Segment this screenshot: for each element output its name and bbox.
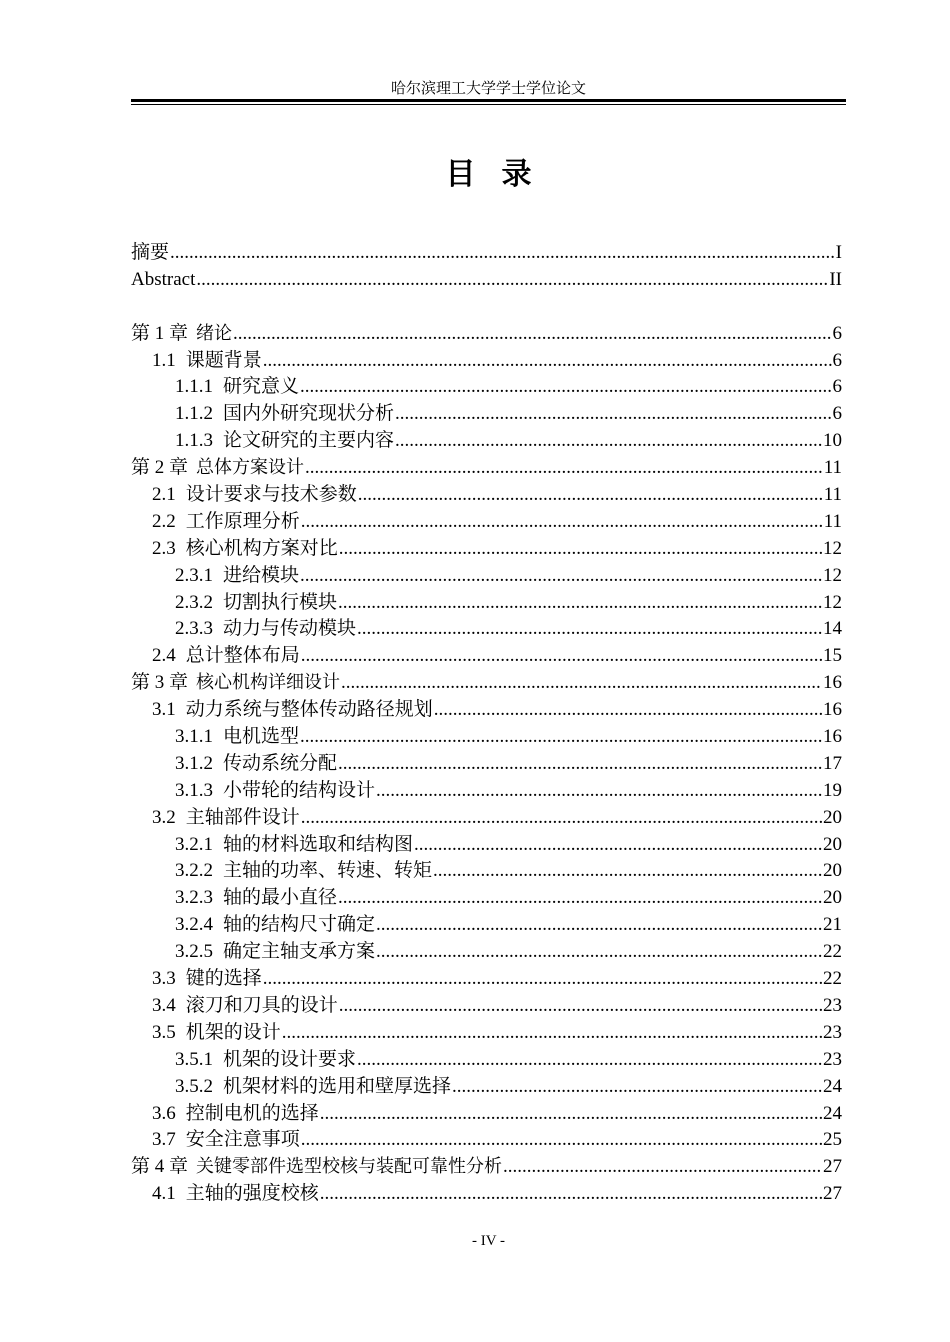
dot-leader: [338, 590, 822, 617]
toc-entry-label: 国内外研究现状分析: [223, 403, 395, 425]
toc-entry-page: 19: [823, 779, 842, 801]
toc-entry-label: 控制电机的选择: [185, 1102, 319, 1124]
toc-entry-page: 16: [823, 672, 842, 694]
toc-entry-title: [152, 805, 300, 832]
toc-entry-number: 2.1: [152, 484, 176, 506]
toc-entry[interactable]: [131, 482, 842, 509]
toc-entry-number: 2.3.2: [175, 591, 213, 613]
toc-entry[interactable]: [131, 912, 842, 939]
toc-entry-page: 16: [823, 726, 842, 748]
toc-entry[interactable]: [131, 348, 842, 375]
toc-entry[interactable]: [131, 1154, 842, 1181]
toc-entry-page: 20: [823, 887, 842, 909]
toc-entry-page: 22: [823, 968, 842, 990]
toc-entry-page: 23: [823, 994, 842, 1016]
toc-entry-title: [131, 321, 232, 348]
toc-title: 目录: [445, 157, 558, 192]
toc-entry-page: 12: [823, 537, 842, 559]
toc-entry-title: [152, 1127, 300, 1154]
dot-leader: [376, 939, 822, 966]
toc-entry-label: 安全注意事项: [185, 1129, 300, 1151]
dot-leader: [433, 858, 822, 885]
toc-entry-label: 核心机构详细设计: [196, 672, 341, 694]
toc-entry[interactable]: [131, 858, 842, 885]
toc-entry[interactable]: [131, 805, 842, 832]
toc-entry[interactable]: [131, 939, 842, 966]
toc-entry-label: 机架材料的选用和壁厚选择: [223, 1075, 452, 1097]
dot-leader: [414, 832, 822, 859]
toc-entry-title: [131, 240, 169, 267]
dot-leader: [503, 1154, 822, 1181]
toc-entry-label: 进给模块: [223, 564, 300, 586]
dot-leader: [301, 1127, 822, 1154]
toc-entry-number: 1.1: [152, 349, 176, 371]
toc-entry[interactable]: [131, 616, 842, 643]
dot-leader: [320, 1181, 822, 1208]
toc-entry-title: [152, 1181, 319, 1208]
toc-entry[interactable]: [131, 1127, 842, 1154]
toc-entry[interactable]: [131, 1047, 842, 1074]
toc-entry-label: 确定主轴支承方案: [223, 941, 376, 963]
toc-entry-page: 6: [832, 403, 842, 425]
toc-entry-label: 切割执行模块: [223, 591, 338, 613]
toc-entry[interactable]: [131, 993, 842, 1020]
toc-entry-title: [175, 912, 375, 939]
toc-entry-label: 主轴的功率、转速、转矩: [223, 860, 433, 882]
toc-entry-page: 16: [823, 699, 842, 721]
toc-entry[interactable]: [131, 670, 842, 697]
dot-leader: [358, 482, 823, 509]
toc-entry-page: 20: [823, 860, 842, 882]
toc-entry-number: 3.2.2: [175, 860, 213, 882]
toc-entry-page: 23: [823, 1048, 842, 1070]
toc-entry-number: 2.3.1: [175, 564, 213, 586]
dot-leader: [263, 966, 822, 993]
dot-leader: [357, 616, 822, 643]
toc-entry-page: 20: [823, 833, 842, 855]
toc-entry-label: 主轴部件设计: [185, 806, 300, 828]
toc-entry-number: 3.1.3: [175, 779, 213, 801]
header-rule-thick: [131, 99, 846, 102]
toc-entry-number: 4.1: [152, 1183, 176, 1205]
toc-entry-page: 27: [823, 1156, 842, 1178]
toc-entry-title: [175, 428, 394, 455]
toc-entry-title: [152, 348, 262, 375]
toc-entry-number: 第 4 章: [131, 1156, 189, 1178]
toc-entry-title: [175, 563, 299, 590]
toc-entry-label: 研究意义: [223, 376, 300, 398]
toc-entry[interactable]: [131, 321, 842, 348]
toc-entry-title: [175, 616, 356, 643]
toc-entry-title: [131, 455, 304, 482]
toc-entry-number: 第 3 章: [131, 672, 189, 694]
toc-entry-number: 2.2: [152, 510, 176, 532]
toc-entry-title: [175, 401, 394, 428]
toc-entry-label: 总计整体布局: [185, 645, 300, 667]
toc-entry[interactable]: [131, 240, 842, 267]
table-of-contents: [131, 240, 842, 1208]
toc-entry-page: 6: [832, 376, 842, 398]
toc-entry-number: 3.3: [152, 968, 176, 990]
toc-entry-label: 小带轮的结构设计: [223, 779, 376, 801]
dot-leader: [170, 240, 835, 267]
toc-entry[interactable]: [131, 966, 842, 993]
toc-entry-page: 27: [823, 1183, 842, 1205]
dot-leader: [339, 536, 822, 563]
toc-entry-title: [152, 1101, 319, 1128]
toc-entry-title: [175, 724, 299, 751]
toc-entry-number: 第 2 章: [131, 457, 189, 479]
toc-entry-page: 25: [823, 1129, 842, 1151]
dot-leader: [282, 1020, 822, 1047]
toc-entry-number: 第 1 章: [131, 322, 189, 344]
toc-entry[interactable]: [131, 428, 842, 455]
toc-entry-label: 轴的材料选取和结构图: [223, 833, 414, 855]
dot-leader: [300, 374, 831, 401]
toc-entry-title: [175, 751, 337, 778]
dot-leader: [357, 1047, 822, 1074]
toc-entry-page: 10: [823, 430, 842, 452]
toc-entry-title: [175, 939, 375, 966]
toc-entry-number: 3.2.4: [175, 914, 213, 936]
page-number: - IV -: [471, 1233, 506, 1249]
toc-entry[interactable]: [131, 724, 842, 751]
toc-entry[interactable]: [131, 1074, 842, 1101]
toc-entry-label: 动力系统与整体传动路径规划: [185, 699, 433, 721]
toc-entry-number: 3.2: [152, 806, 176, 828]
toc-entry-title: [131, 267, 195, 294]
toc-entry-page: 11: [823, 457, 842, 479]
dot-leader: [263, 348, 832, 375]
toc-entry[interactable]: [131, 697, 842, 724]
dot-leader: [338, 751, 822, 778]
dot-leader: [196, 267, 828, 294]
toc-entry-label: 核心机构方案对比: [185, 537, 338, 559]
toc-entry[interactable]: [131, 643, 842, 670]
toc-entry-number: 3.7: [152, 1129, 176, 1151]
toc-entry[interactable]: [131, 509, 842, 536]
dot-leader: [301, 805, 822, 832]
toc-entry-page: 15: [823, 645, 842, 667]
toc-entry-number: 3.1: [152, 699, 176, 721]
toc-entry-label: 轴的最小直径: [223, 887, 338, 909]
toc-entry-label: 传动系统分配: [223, 752, 338, 774]
toc-entry[interactable]: [131, 536, 842, 563]
toc-entry-title: [152, 509, 300, 536]
toc-entry-page: 14: [823, 618, 842, 640]
toc-entry-page: 17: [823, 752, 842, 774]
toc-entry[interactable]: [131, 455, 842, 482]
dot-leader: [320, 1101, 822, 1128]
dot-leader: [376, 912, 822, 939]
toc-entry-title: [152, 697, 433, 724]
toc-entry-title: [131, 1154, 502, 1181]
toc-entry-page: 21: [823, 914, 842, 936]
toc-entry[interactable]: [131, 401, 842, 428]
toc-entry-page: 23: [823, 1021, 842, 1043]
dot-leader: [395, 428, 822, 455]
toc-entry-page: 11: [823, 484, 842, 506]
page-header: 哈尔滨理工大学学士学位论文: [390, 81, 586, 97]
toc-entry-label: 绪论: [196, 322, 233, 344]
dot-leader: [452, 1074, 822, 1101]
toc-entry[interactable]: [131, 778, 842, 805]
toc-entry-number: 3.4: [152, 994, 176, 1016]
dot-leader: [376, 778, 822, 805]
toc-entry-label: 总体方案设计: [196, 457, 305, 479]
toc-entry-label: 滚刀和刀具的设计: [185, 994, 338, 1016]
dot-leader: [434, 697, 822, 724]
toc-entry-number: 1.1.2: [175, 403, 213, 425]
dot-leader: [300, 724, 822, 751]
toc-entry-page: 22: [823, 941, 842, 963]
toc-entry-title: [152, 536, 338, 563]
toc-entry-label: 轴的结构尺寸确定: [223, 914, 376, 936]
dot-leader: [301, 643, 822, 670]
toc-entry-number: 3.2.5: [175, 941, 213, 963]
dot-leader: [233, 321, 831, 348]
toc-entry-page: 6: [832, 349, 842, 371]
toc-entry-title: [152, 643, 300, 670]
toc-entry-number: 3.2.3: [175, 887, 213, 909]
toc-entry-number: 2.3: [152, 537, 176, 559]
toc-entry-page: 12: [823, 591, 842, 613]
toc-entry[interactable]: [131, 751, 842, 778]
toc-entry-number: 2.3.3: [175, 618, 213, 640]
toc-entry[interactable]: [131, 832, 842, 859]
toc-entry[interactable]: [131, 590, 842, 617]
toc-entry-label: 电机选型: [223, 726, 300, 748]
toc-entry-label: 课题背景: [185, 349, 262, 371]
toc-entry[interactable]: [131, 1181, 842, 1208]
toc-entry-label: 机架的设计要求: [223, 1048, 357, 1070]
toc-entry-label: 工作原理分析: [185, 510, 300, 532]
toc-entry-page: 24: [823, 1102, 842, 1124]
dot-leader: [305, 455, 823, 482]
toc-entry-title: [152, 482, 357, 509]
toc-entry-page: 20: [823, 806, 842, 828]
toc-entry-number: 3.5.2: [175, 1075, 213, 1097]
toc-entry-title: [152, 966, 262, 993]
toc-entry[interactable]: [131, 885, 842, 912]
toc-entry-title: [175, 590, 337, 617]
toc-entry-label: 动力与传动模块: [223, 618, 357, 640]
dot-leader: [300, 563, 822, 590]
toc-entry-title: [152, 993, 338, 1020]
dot-leader: [338, 885, 822, 912]
toc-entry-title: [175, 1047, 356, 1074]
toc-entry-number: 1.1.1: [175, 376, 213, 398]
toc-entry-number: 3.1.2: [175, 752, 213, 774]
toc-entry-title: [175, 1074, 451, 1101]
toc-entry[interactable]: [131, 563, 842, 590]
toc-entry-number: 2.4: [152, 645, 176, 667]
toc-entry-title: [175, 778, 375, 805]
toc-entry-label: 论文研究的主要内容: [223, 430, 395, 452]
toc-entry-number: 3.6: [152, 1102, 176, 1124]
toc-entry-title: [175, 858, 432, 885]
header-rule-thin: [131, 104, 846, 105]
toc-entry-number: 3.1.1: [175, 726, 213, 748]
toc-entry[interactable]: [131, 1020, 842, 1047]
toc-entry-number: 3.5: [152, 1021, 176, 1043]
toc-entry[interactable]: [131, 374, 842, 401]
toc-entry-title: [131, 670, 340, 697]
dot-leader: [301, 509, 823, 536]
toc-entry-page: 12: [823, 564, 842, 586]
toc-entry-title: [175, 374, 299, 401]
toc-entry-page: 6: [832, 322, 842, 344]
toc-entry-label: 关键零部件选型校核与装配可靠性分析: [196, 1156, 503, 1178]
toc-entry[interactable]: [131, 267, 842, 294]
toc-entry-title: [175, 885, 337, 912]
toc-entry-label: 摘要: [131, 242, 170, 263]
toc-entry-number: 3.5.1: [175, 1048, 213, 1070]
toc-entry-label: 键的选择: [185, 968, 262, 990]
toc-entry-title: [175, 832, 413, 859]
toc-entry-page: I: [835, 242, 842, 263]
toc-entry-page: 24: [823, 1075, 842, 1097]
toc-entry-number: 1.1.3: [175, 430, 213, 452]
dot-leader: [395, 401, 831, 428]
toc-entry-page: II: [829, 268, 842, 290]
toc-entry-title: [152, 1020, 281, 1047]
toc-entry[interactable]: [131, 1101, 842, 1128]
toc-entry-label: 主轴的强度校核: [185, 1183, 319, 1205]
dot-leader: [339, 993, 822, 1020]
toc-entry-number: 3.2.1: [175, 833, 213, 855]
toc-entry-label: 机架的设计: [185, 1021, 281, 1043]
dot-leader: [341, 670, 822, 697]
toc-entry-label: 设计要求与技术参数: [185, 484, 357, 506]
toc-entry-label: Abstract: [131, 268, 196, 290]
toc-entry-page: 11: [823, 510, 842, 532]
